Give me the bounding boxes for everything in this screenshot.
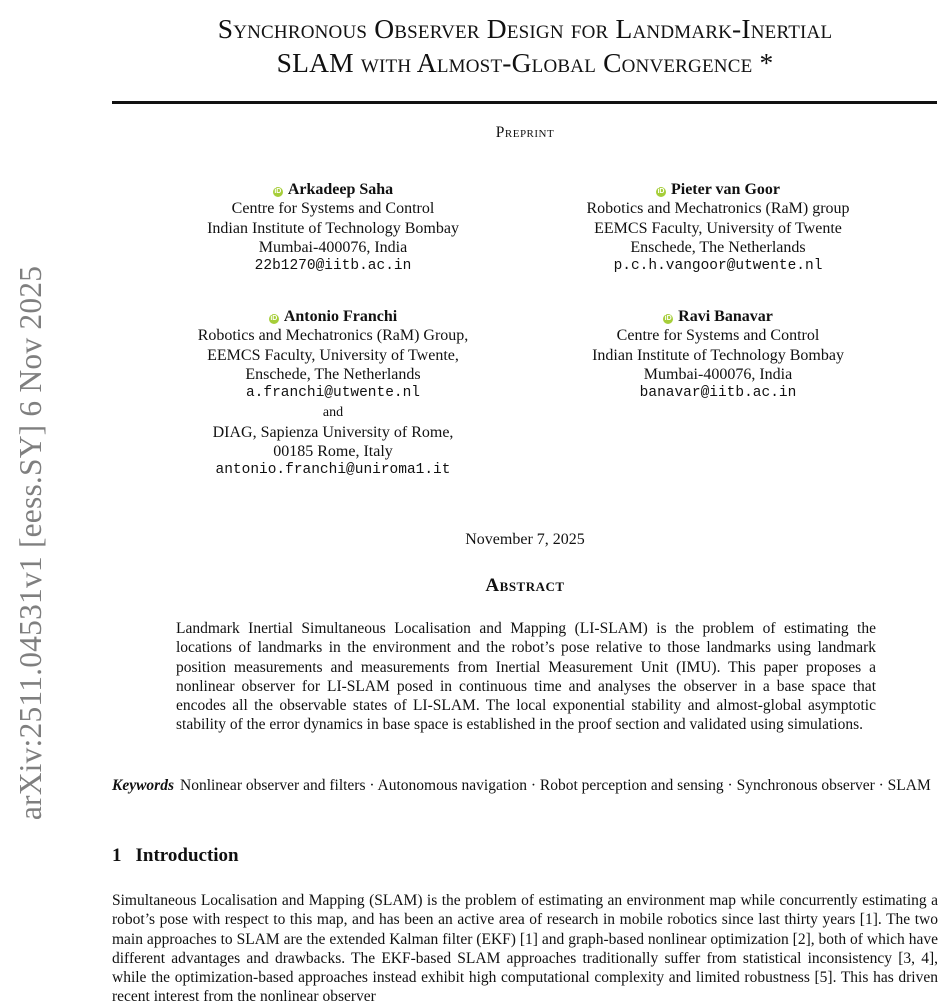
title-rule [112, 101, 937, 104]
intro-paragraph: Simultaneous Localisation and Mapping (SLAM) is the problem of estimating an environment map while concurrently estimating a robot’s pose with respect to this map, and has been an active area of research in mobile robotics since last thirty years [1]. The two main approaches to SLAM are the extended Kalman filter (EKF) [1] and graph-based nonlinear optimization [2], both of which have different advantages and drawbacks. The EKF-based SLAM approaches traditionally suffer from statistical inconsistency [3, 4], while the optimization-based approaches instead exhibit high computational complexity and limited robustness [5]. This has driven recent interest from the nonlinear observer [112, 892, 938, 1006]
author-block-saha [168, 180, 498, 276]
orcid-icon[interactable]: iD [664, 315, 672, 322]
affiliation-line: Indian Institute of Technology Bombay [207, 219, 459, 237]
affiliation-line: Mumbai-400076, India [643, 365, 793, 383]
affiliation-line: Enschede, The Netherlands [245, 365, 421, 383]
author-name: Arkadeep Saha [287, 181, 394, 198]
affiliation-and: and [322, 405, 344, 421]
orcid-icon[interactable]: iD [657, 188, 665, 195]
author-block-franchi [168, 307, 498, 481]
affiliation-line: 00185 Rome, Italy [273, 443, 393, 461]
arxiv-sidebar [0, 0, 62, 1000]
author-block-banavar [538, 307, 898, 403]
author-email[interactable]: p.c.h.vangoor@utwente.nl [613, 258, 823, 275]
author-name: Ravi Banavar [678, 308, 773, 325]
abstract-heading: Abstract [485, 575, 565, 596]
author-name: Pieter van Goor [670, 181, 780, 198]
keywords [112, 776, 937, 795]
section-number: 1 [112, 845, 122, 866]
affiliation-line: DIAG, Sapienza University of Rome, [212, 423, 454, 441]
author-name: Antonio Franchi [283, 308, 398, 325]
author-email-secondary[interactable]: antonio.franchi@uniroma1.it [215, 462, 451, 479]
title-line-2: SLAM with Almost-Global Convergence * [276, 47, 774, 78]
affiliation-line: Enschede, The Netherlands [630, 238, 806, 256]
affiliation-line: Centre for Systems and Control [231, 200, 435, 218]
affiliation-line: Robotics and Mechatronics (RaM) group [586, 200, 850, 218]
abstract-text: Landmark Inertial Simultaneous Localisation and Mapping (LI-SLAM) is the problem of estimating the locations of landmarks in the environment and the robot’s pose relative to those landmarks using landmark position measurements and measurements from Inertial Measurement Unit (IMU). This paper proposes a nonlinear observer for LI-SLAM posed in continuous time and analyses the observer in a base space that encodes all the observable states of LI-SLAM. The local exponential stability and almost-global asymptotic stability of the error dynamics in base space is established in the proof section and validated using simulations. [176, 620, 876, 734]
affiliation-line: Mumbai-400076, India [258, 238, 408, 256]
affiliation-line: EEMCS Faculty, University of Twente [594, 219, 842, 237]
keywords-list: Nonlinear observer and filters · Autonomous navigation · Robot perception and sensing · Synchronous observer · SLAM [180, 777, 931, 794]
title-line-1: Synchronous Observer Design for Landmark-Inertial [217, 13, 833, 44]
author-email[interactable]: a.franchi@utwente.nl [245, 385, 421, 402]
keywords-label: Keywords [112, 777, 174, 794]
publication-date: November 7, 2025 [465, 531, 585, 548]
arxiv-identifier: arXiv:2511.04531v1 [eess.SY] 6 Nov 2025 [13, 265, 48, 821]
preprint-label: Preprint [495, 124, 555, 141]
author-email[interactable]: banavar@iitb.ac.in [639, 385, 797, 402]
affiliation-line: Indian Institute of Technology Bombay [592, 346, 844, 364]
author-block-vangoor [538, 180, 898, 276]
affiliation-line: Robotics and Mechatronics (RaM) Group, [197, 327, 469, 345]
section-title: Introduction [135, 845, 239, 866]
orcid-icon[interactable]: iD [270, 315, 278, 322]
orcid-icon[interactable]: iD [274, 188, 282, 195]
paper-title [100, 12, 950, 80]
section-heading [112, 845, 239, 867]
affiliation-line: EEMCS Faculty, University of Twente, [207, 346, 459, 364]
affiliation-line: Centre for Systems and Control [616, 327, 820, 345]
author-email[interactable]: 22b1270@iitb.ac.in [254, 258, 412, 275]
